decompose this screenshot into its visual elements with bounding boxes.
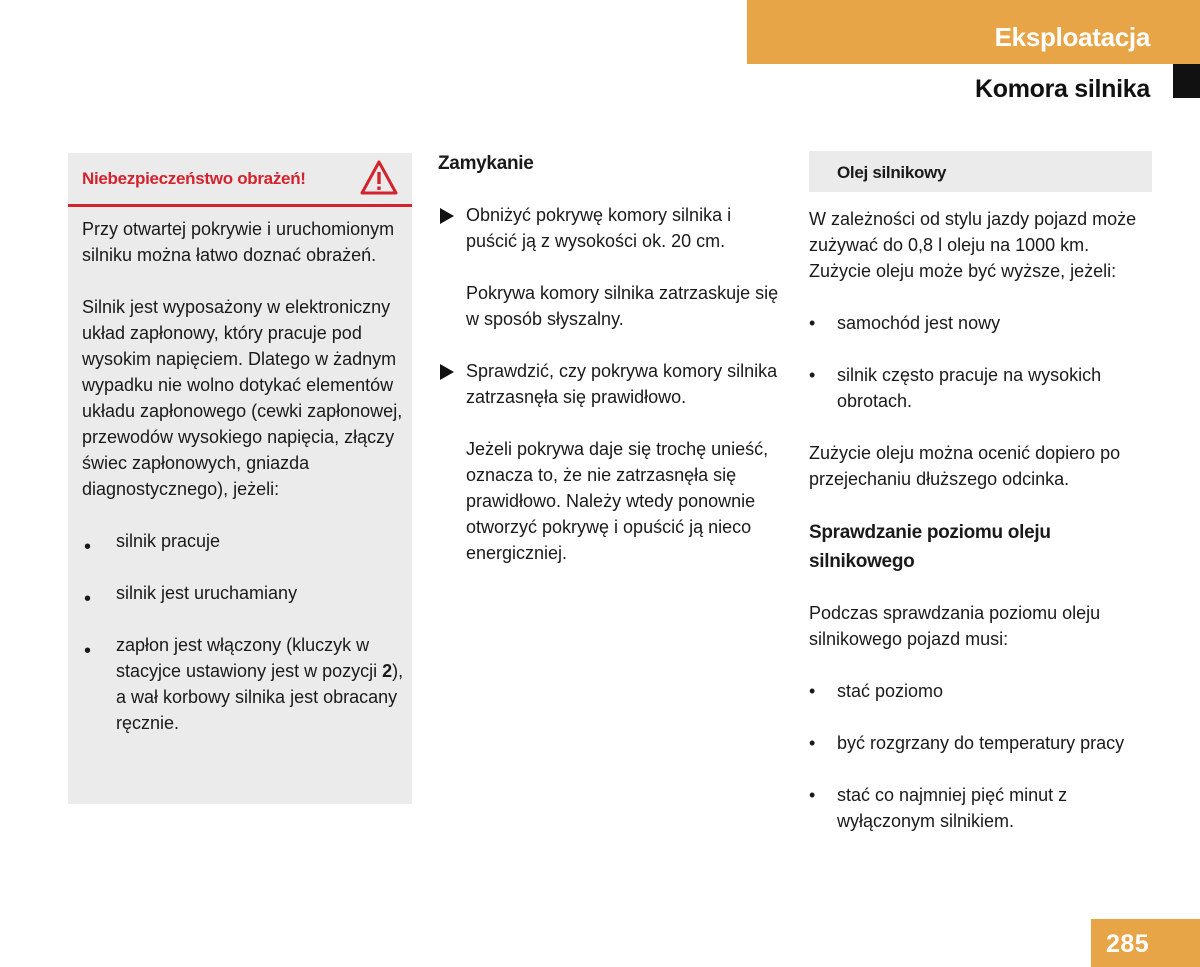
page-number-tab [1091,919,1200,967]
list-item [82,528,408,558]
instruction-step [438,202,783,254]
oil-check-heading: Sprawdzanie poziomu oleju silnikowego [809,522,1051,572]
list-item [809,730,1152,756]
position-number: 2 [382,661,393,681]
bullet-icon: • [809,785,816,805]
list-item [809,678,1152,704]
oil-note: Zużycie oleju można ocenić dopiero po przejechaniu dłuższego odcinka. [809,443,1121,489]
list-item-text: stać poziomo [837,681,944,701]
warning-title: Niebezpieczeństwo obrażeń! [82,169,306,188]
step-result: Jeżeli pokrywa daje się trochę unieść, oznacza to, że nie zatrzasnęła się prawidłowo. Należy wtedy ponownie otworzyć pokrywę i opuścić ją nieco energiczniej. [466,439,769,563]
list-item [82,632,408,736]
warning-paragraph: Przy otwartej pokrywie i uruchomionym silniku można łatwo doznać obrażeń. [82,219,395,265]
oil-section [809,151,1152,860]
warning-triangle-icon [359,159,399,197]
list-item [82,580,408,610]
step-arrow-icon [440,208,454,224]
oil-conditions-list [809,310,1152,414]
list-item-text: stać co najmniej pięć minut z wyłączonym silnikiem. [837,785,1068,831]
step-arrow-icon [440,364,454,380]
step-result: Pokrywa komory silnika zatrzaskuje się w sposób słyszalny. [466,283,779,329]
subsection-title: Komora silnika [974,75,1150,103]
oil-intro: W zależności od stylu jazdy pojazd może zużywać do 0,8 l oleju na 1000 km. Zużycie oleju może być wyższe, jeżeli: [809,209,1137,281]
list-item-text: zapłon jest włączony (kluczyk w stacyjce ustawiony jest w pozycji [116,635,383,681]
closing-heading: Zamykanie [438,153,534,174]
step-text: Obniżyć pokrywę komory silnika i puścić ją z wysokości ok. 20 cm. [466,205,732,251]
list-item [809,362,1152,414]
warning-header [68,153,412,207]
list-item-text: być rozgrzany do temperatury pracy [837,733,1125,753]
list-item [809,782,1152,834]
bullet-icon: • [809,313,816,333]
oil-check-list [809,678,1152,834]
oil-check-intro: Podczas sprawdzania poziomu oleju silnikowego pojazd musi: [809,603,1101,649]
bullet-icon: • [84,588,92,610]
list-item-text: silnik pracuje [116,531,221,551]
page-number: 285 [1106,930,1150,958]
list-item-text: silnik często pracuje na wysokich obrotach. [837,365,1102,411]
warning-list [82,528,408,736]
list-item-text: ), a wał korbowy silnika jest obracany ręcznie. [116,661,404,733]
oil-header: Olej silnikowy [809,151,1152,192]
bullet-icon: • [809,365,816,385]
warning-body [82,216,408,762]
list-item-text: silnik jest uruchamiany [116,583,298,603]
instruction-step [438,358,783,410]
warning-box [68,153,412,804]
section-title: Eksploatacja [994,22,1150,52]
bullet-icon: • [84,536,92,558]
bullet-icon: • [809,681,816,701]
step-text: Sprawdzić, czy pokrywa komory silnika zatrzasnęła się prawidłowo. [466,361,778,407]
section-tab [747,0,1200,64]
bullet-icon: • [84,640,92,662]
list-item-text: samochód jest nowy [837,313,1001,333]
warning-paragraph: Silnik jest wyposażony w elektroniczny układ zapłonowy, który pracuje pod wysokim napięciem. Dlatego w żadnym wypadku nie wolno dotykać elementów układu zapłonowego (cewki zapłonowej, przewodów wysokiego napięcia, złączy świec zapłonowych, gniazda diagnostycznego), jeżeli: [82,297,403,499]
closing-section [438,151,783,592]
list-item [809,310,1152,336]
edge-marker [1173,64,1200,98]
bullet-icon: • [809,733,816,753]
